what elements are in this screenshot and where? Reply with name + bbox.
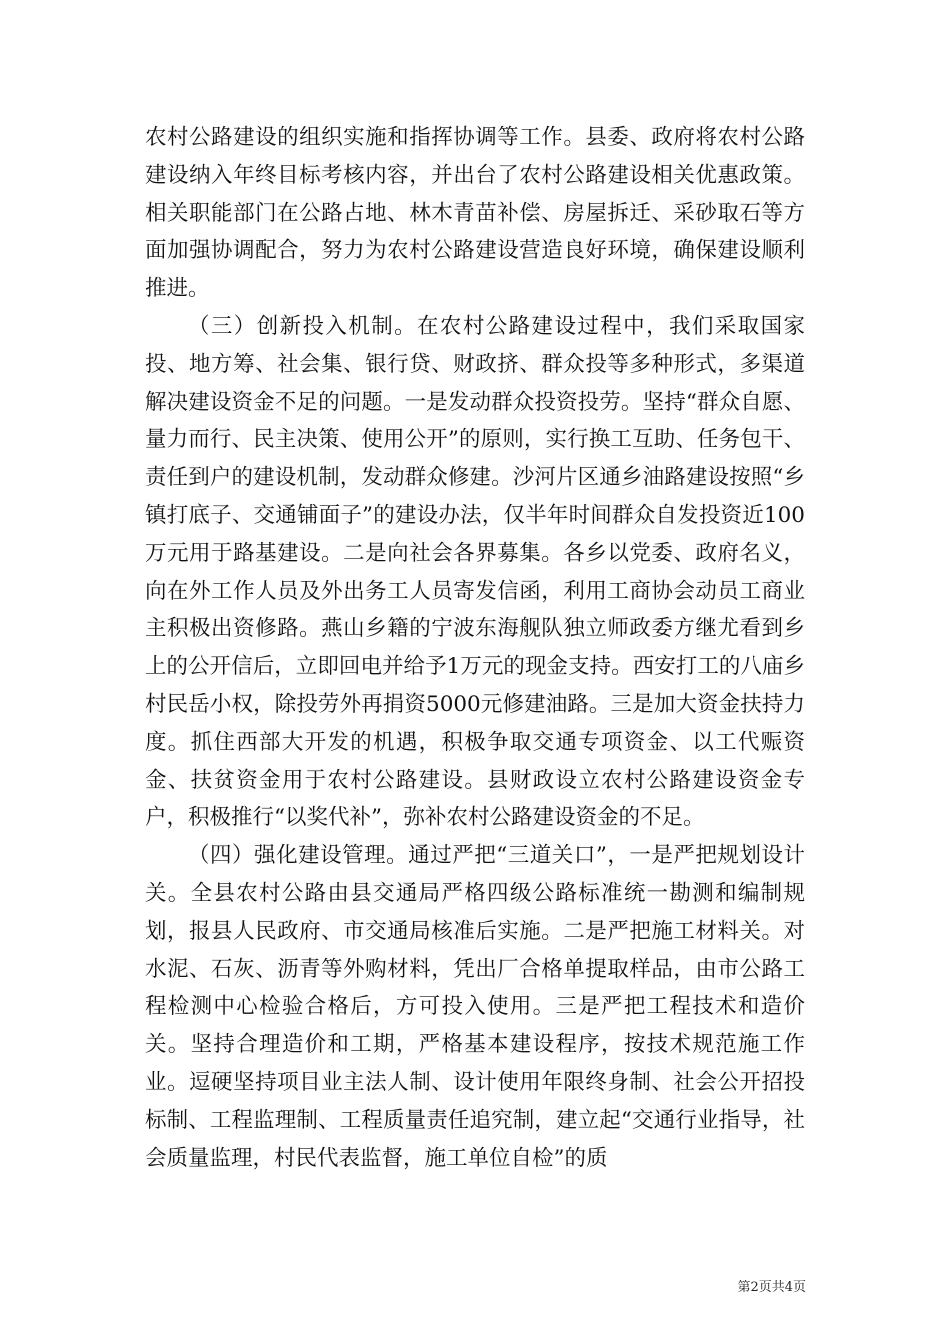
paragraph-investment-mechanism: （三）创新投入机制。在农村公路建设过程中，我们采取国家投、地方筹、社会集、银行贷、财政挤、群众投等多种形式，多渠道解决建设资金不足的问题。一是发动群众投资投劳。坚持“群众自愿、量力而行、民主决策、使用公开”的原则，实行换工互助、任务包干、责任到户的建设机制，发动群众修建。沙河片区通乡油路建设按照“乡镇打底子、交通铺面子”的建设办法，仅半年时间群众自发投资近100万元用于路基建设。二是向社会各界募集。各乡以党委、政府名义，向在外工作人员及外出务工人员寄发信函，利用工商协会动员工商业主积极出资修路。燕山乡籍的宁波东海舰队独立师政委方继尤看到乡上的公开信后，立即回电并给予1万元的现金支持。西安打工的八庙乡村民岳小权，除投劳外再捐资5000元修建油路。三是加大资金扶持力度。抓住西部大开发的机遇，积极争取交通专项资金、以工代赈资金、扶贫资金用于农村公路建设。县财政设立农村公路建设资金专户，积极推行“以奖代补”，弥补农村公路建设资金的不足。	[145, 313, 805, 831]
document-body	[145, 119, 805, 1177]
paragraph-construction-management: （四）强化建设管理。通过严把“三道关口”，一是严把规划设计关。全县农村公路由县交通局严格四级公路标准统一勘测和编制规划，报县人民政府、市交通局核准后实施。二是严把施工材料关。对水泥、石灰、沥青等外购材料，凭出厂合格单提取样品，由市公路工程检测中心检验合格后，方可投入使用。三是严把工程技术和造价关。坚持合理造价和工期，严格基本建设程序，按技术规范施工作业。逗硬坚持项目业主法人制、设计使用年限终身制、社会公开招投标制、工程监理制、工程质量责任追究制，建立起“交通行业指导，社会质量监理，村民代表监督，施工单位自检”的质	[145, 843, 805, 1171]
page-number-footer: 第2页共4页	[737, 1280, 806, 1295]
paragraph-continuation: 农村公路建设的组织实施和指挥协调等工作。县委、政府将农村公路建设纳入年终目标考核内容，并出台了农村公路建设相关优惠政策。相关职能部门在公路占地、林木青苗补偿、房屋拆迁、采砂取石等方面加强协调配合，努力为农村公路建设营造良好环境，确保建设顺利推进。	[145, 125, 805, 302]
